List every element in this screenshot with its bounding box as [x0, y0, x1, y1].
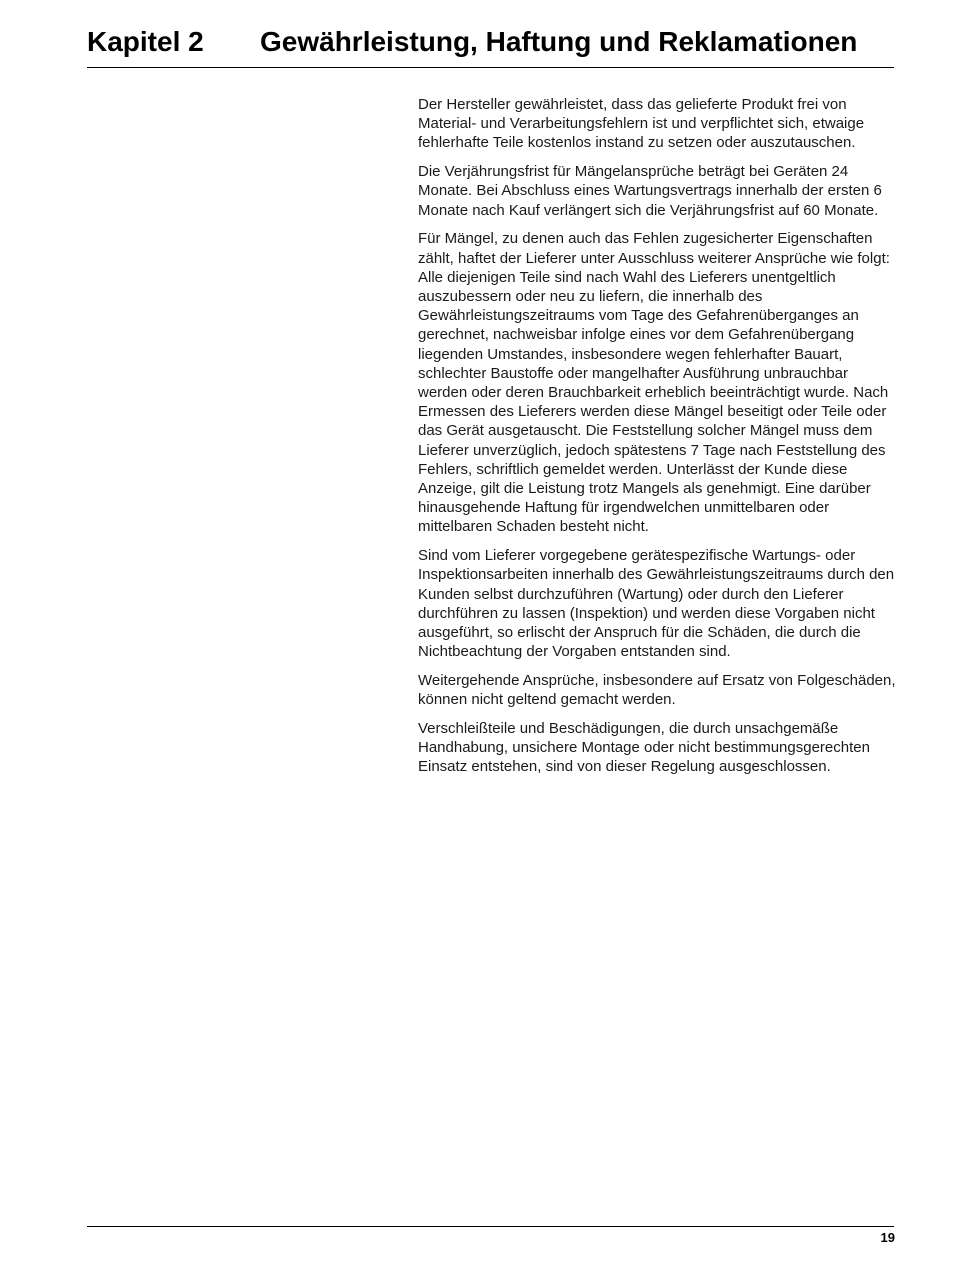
chapter-title: Gewährleistung, Haftung und Reklamationen [260, 26, 858, 57]
paragraph-further-claims: Weitergehende Ansprüche, insbesondere auf Ersatz von Folgeschäden, können nicht geltend gemacht werden. [418, 672, 896, 709]
paragraph-maintenance: Sind vom Lieferer vorgegebene gerätespezifische Wartungs- oder Inspektionsarbeiten innerhalb des Gewährleistungszeitraums durch den Kunden selbst durchzuführen (Wartung) oder durch den Lieferer durchführen zu lassen (Inspektion) und werden diese Vorgaben nicht ausgeführt, so erlischt der Anspruch für die Schäden, die durch die Nichtbeachtung der Vorgaben entstanden sind. [418, 547, 895, 661]
paragraph-warranty: Der Hersteller gewährleistet, dass das gelieferte Produkt frei von Material- und Verarbeitungsfehlern ist und verpflichtet sich, etwaige fehlerhafte Teile kostenlos instand zu setzen oder auszutauschen. [418, 96, 865, 152]
paragraph-liability-defects: Für Mängel, zu denen auch das Fehlen zugesicherter Eigenschaften zählt, haftet der Lieferer unter Ausschluss weiterer Ansprüche wie folgt: Alle diejenigen Teile sind nach Wahl des Lieferers unentgeltlich auszubessern oder neu zu liefern, die innerhalb des Gewährleistungszeitraums vom Tage des Gefahrenüberganges an gerechnet, nachweisbar infolge eines vor dem Gefahrenübergang liegenden Umstandes, insbesondere wegen fehlerhafter Bauart, schlechter Baustoffe oder mangelhafter Ausführung unbrauchbar werden oder deren Brauchbarkeit erheblich beeinträchtigt wurde. Nach Ermessen des Lieferers werden diese Mängel beseitigt oder Teile oder das Gerät ausgetauscht. Die Feststellung solcher Mängel muss dem Lieferer unverzüglich, jedoch spätestens 7 Tage nach Feststellung des Fehlers, schriftlich gemeldet werden. Unterlässt der Kunde diese Anzeige, gilt die Leistung trotz Mangels als genehmigt. Eine darüber hinausgehende Haftung für irgendwelchen unmittelbaren oder mittelbaren Schaden besteht nicht. [418, 230, 890, 536]
chapter-label: Kapitel 2 [87, 26, 204, 57]
paragraph-wear-parts: Verschleißteile und Beschädigungen, die durch unsachgemäße Handhabung, unsichere Montage oder nicht bestimmungsgerechten Einsatz entstehen, sind von dieser Regelung ausgeschlossen. [418, 720, 870, 776]
body-text [418, 95, 896, 786]
chapter-header [87, 22, 894, 68]
page-number: 19 [880, 1230, 895, 1245]
footer-rule [87, 1226, 894, 1227]
paragraph-limitation-period: Die Verjährungsfrist für Mängelansprüche beträgt bei Geräten 24 Monate. Bei Abschluss eines Wartungsvertrags innerhalb der ersten 6 Monate nach Kauf verlängert sich die Verjährungsfrist auf 60 Monate. [418, 163, 882, 219]
